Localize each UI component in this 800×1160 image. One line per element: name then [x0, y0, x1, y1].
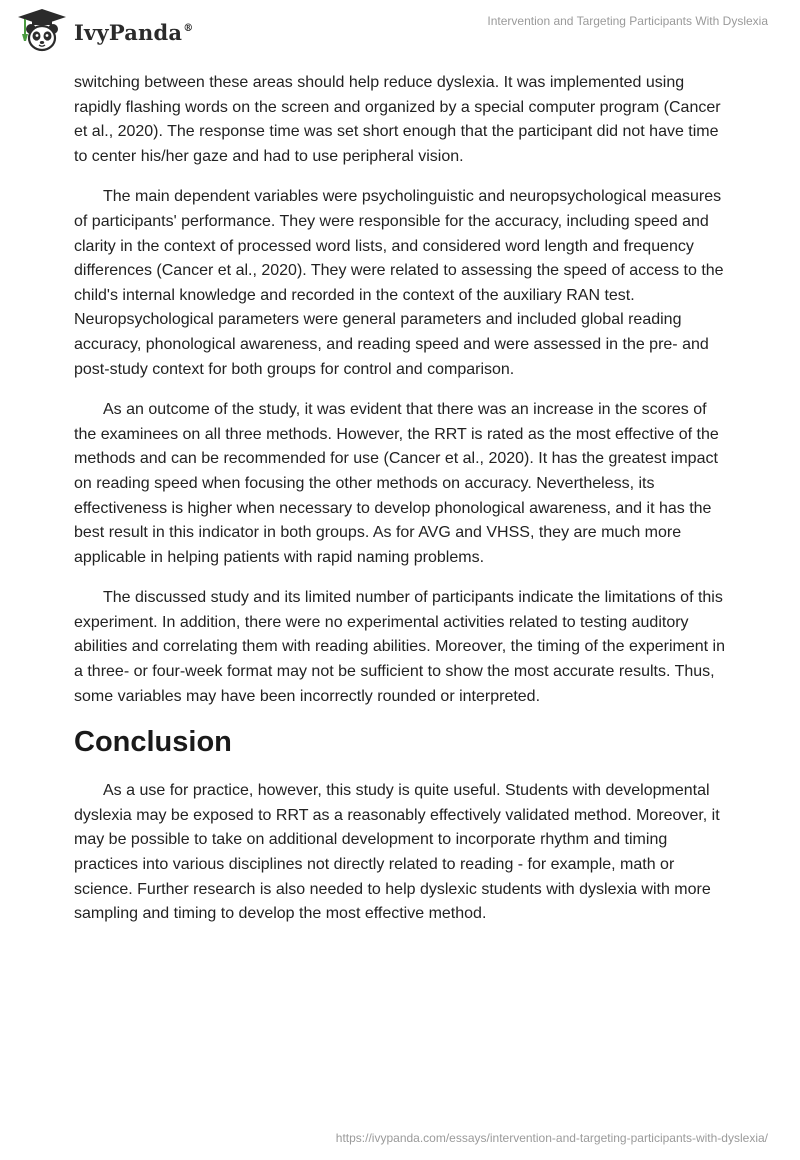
page-header	[0, 0, 800, 60]
brand-logo[interactable]	[14, 6, 193, 54]
paragraph-conclusion: As a use for practice, however, this study is quite useful. Students with developmental dyslexia may be exposed to RRT as a reasonably effectively validated method. Moreover, it may be possible to take on additional development to incorporate rhythm and timing practices into various disciplines not directly related to reading - for example, math or science. Further research is also needed to help dyslexic students with dyslexia with more sampling and timing to develop the most effective method.	[74, 782, 720, 923]
panda-graduate-icon	[14, 6, 70, 54]
paragraph-outcome: As an outcome of the study, it was evident that there was an increase in the scores of the examinees on all three methods. However, the RRT is rated as the most effective of the methods and can be recommended for use (Cancer et al., 2020). It has the greatest impact on reading speed when focusing the other methods on accuracy. Nevertheless, its effectiveness is higher when necessary to develop phonological awareness, and it has the best result in this indicator in both groups. As for AVG and VHSS, they are much more applicable in helping patients with rapid naming problems.	[74, 401, 719, 566]
conclusion-heading: Conclusion	[74, 726, 232, 759]
paragraph-limitations: The discussed study and its limited number of participants indicate the limitations of this experiment. In addition, there were no experimental activities related to testing auditory abilities and correlating them with reading abilities. Moreover, the timing of the experiment in a three- or four-week format may not be sufficient to show the most accurate results. Thus, some variables may have been incorrectly rounded or interpreted.	[74, 589, 725, 705]
source-url[interactable]: https://ivypanda.com/essays/intervention-and-targeting-participants-with-dyslexia/	[335, 1131, 768, 1145]
document-title: Intervention and Targeting Participants With Dyslexia	[487, 14, 768, 28]
brand-name: IvyPanda®	[74, 19, 194, 45]
essay-body	[74, 71, 726, 943]
paragraph-dependent-variables: The main dependent variables were psycholinguistic and neuropsychological measures of participants' performance. They were responsible for the accuracy, including speed and clarity in the context of processed word lists, and considered word length and frequency differences (Cancer et al., 2020). They were related to assessing the speed of access to the child's internal knowledge and recorded in the context of the auxiliary RAN test. Neuropsychological parameters were general parameters and included global reading accuracy, phonological awareness, and reading speed and were assessed in the pre- and post-study context for both groups for control and comparison.	[74, 188, 724, 378]
paragraph-continued: switching between these areas should help reduce dyslexia. It was implemented using rapidly flashing words on the screen and organized by a special computer program (Cancer et al., 2020). The response time was set short enough that the participant did not have time to center his/her gaze and had to use peripheral vision.	[74, 74, 721, 165]
